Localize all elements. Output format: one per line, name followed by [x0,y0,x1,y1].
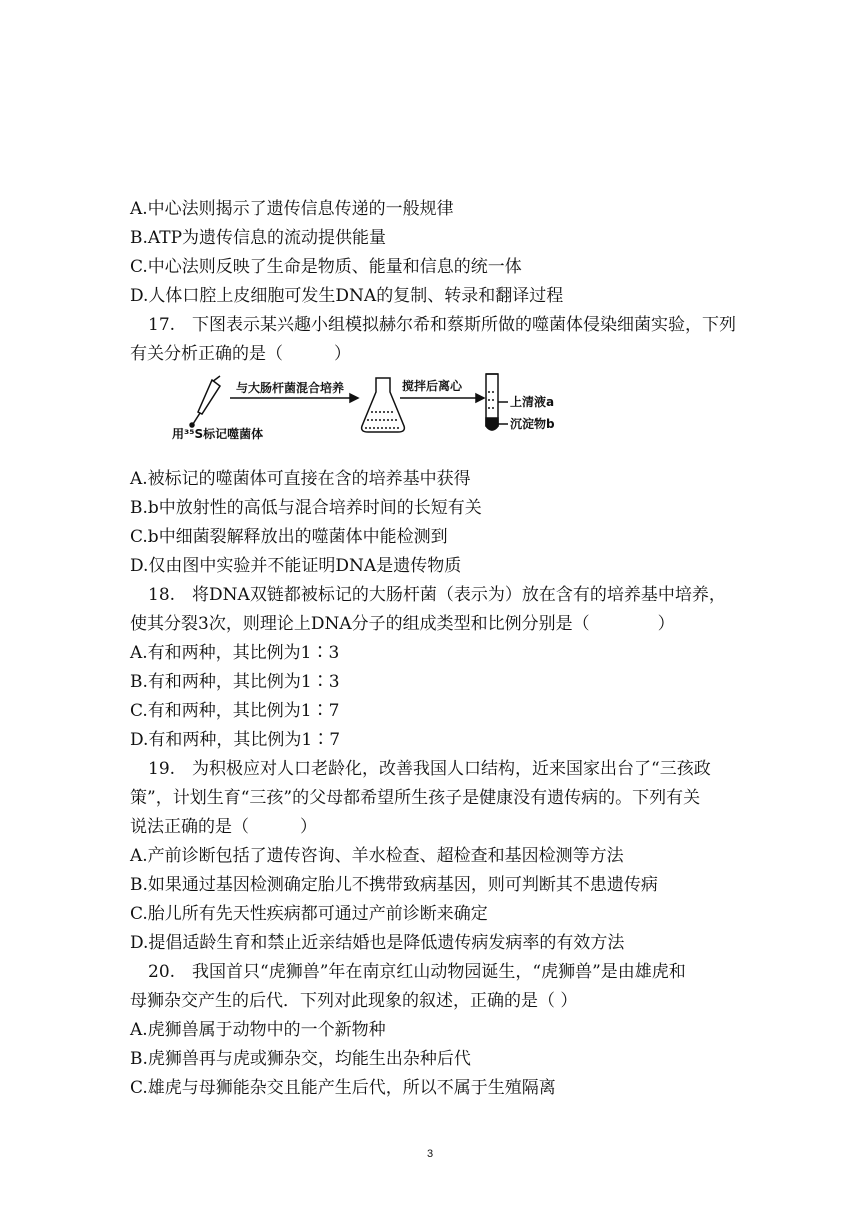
figure-arrow-1-label: 与大肠杆菌混合培养 [236,381,345,395]
q19-option-d: D.提倡适龄生育和禁止近亲结婚也是降低遗传病发病率的有效方法 [130,933,625,953]
q19-option-a: A.产前诊断包括了遗传咨询、羊水检查、超检查和基因检测等方法 [130,846,624,866]
q19-stem-line3: 说法正确的是（ ） [130,817,317,837]
arrow-1-icon [230,394,358,402]
q19-option-b: B.如果通过基因检测确定胎儿不携带致病基因，则可判断其不患遗传病 [130,875,658,895]
phage-icon [190,376,220,427]
q17-option-d: D.仅由图中实验并不能证明DNA是遗传物质 [130,556,462,576]
figure-arrow-2-label: 搅拌后离心 [402,379,463,393]
figure-label-a: 上清液a [510,395,555,409]
q18-stem-line1: 18. 将DNA双链都被标记的大肠杆菌（表示为）放在含有的培养基中培养， [148,585,726,605]
arrow-2-icon [400,394,484,402]
q20-option-a: A.虎狮兽属于动物中的一个新物种 [130,1020,386,1040]
q17-stem-line2: 有关分析正确的是（ ） [130,344,351,364]
test-tube-icon [486,374,508,430]
q19-stem-line1: 19. 为积极应对人口老龄化，改善我国人口结构，近来国家出台了“三孩政 [148,759,711,779]
q18-option-c: C.有和两种，其比例为1∶7 [130,701,340,721]
q18-stem-line2: 使其分裂3次，则理论上DNA分子的组成类型和比例分别是（ ） [130,614,675,634]
q18-option-d: D.有和两种，其比例为1∶7 [130,730,341,750]
q17-option-a: A.被标记的噬菌体可直接在含的培养基中获得 [130,469,471,489]
q16-option-c: C.中心法则反映了生命是物质、能量和信息的统一体 [130,257,522,277]
q20-stem-line2: 母狮杂交产生的后代．下列对此现象的叙述，正确的是（ ） [130,991,578,1011]
q19-option-c: C.胎儿所有先天性疾病都可通过产前诊断来确定 [130,904,488,924]
q20-option-c: C.雄虎与母狮能杂交且能产生后代，所以不属于生殖隔离 [130,1078,556,1098]
phage-experiment-figure [168,368,588,440]
q18-option-a: A.有和两种，其比例为1∶3 [130,643,340,663]
q16-option-d: D.人体口腔上皮细胞可发生DNA的复制、转录和翻译过程 [130,286,564,306]
q16-option-b: B.ATP为遗传信息的流动提供能量 [130,228,387,248]
q18-option-b: B.有和两种，其比例为1∶3 [130,672,340,692]
page-number: 3 [426,1148,434,1160]
q16-option-a: A.中心法则揭示了遗传信息传递的一般规律 [130,199,454,219]
q20-option-b: B.虎狮兽再与虎或狮杂交，均能生出杂种后代 [130,1049,471,1069]
flask-icon [362,378,405,432]
q20-stem-line1: 20. 我国首只“虎狮兽”年在南京红山动物园诞生，“虎狮兽”是由雄虎和 [148,962,686,982]
figure-label-left: 用³⁵S标记噬菌体 [172,427,264,440]
q17-option-c: C.b中细菌裂解释放出的噬菌体中能检测到 [130,527,448,547]
q19-stem-line2: 策”，计划生育“三孩”的父母都希望所生孩子是健康没有遗传病的。下列有关 [130,788,701,808]
figure-label-b: 沉淀物b [510,417,555,431]
q17-option-b: B.b中放射性的高低与混合培养时间的长短有关 [130,498,482,518]
q17-stem-line1: 17. 下图表示某兴趣小组模拟赫尔希和蔡斯所做的噬菌体侵染细菌实验，下列 [148,315,737,335]
